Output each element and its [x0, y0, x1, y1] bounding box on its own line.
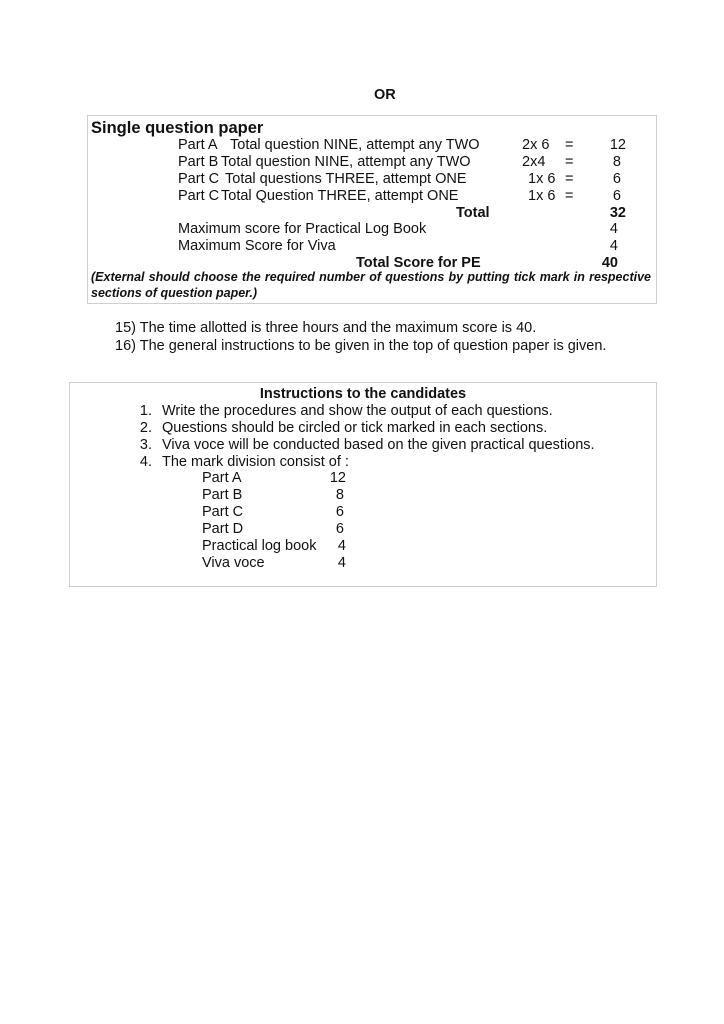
mark-division-label: Part C	[202, 504, 244, 520]
logbook-value: 4	[609, 221, 618, 237]
viva-label: Maximum Score for Viva	[178, 238, 336, 254]
mark-division-value: 12	[329, 470, 346, 486]
pe-total-label: Total Score for PE	[356, 255, 481, 271]
row-score: 6	[612, 188, 621, 204]
mark-division-value: 6	[335, 521, 344, 537]
mark-division-value: 4	[337, 538, 346, 554]
viva-value: 4	[609, 238, 618, 254]
row-eq: =	[565, 188, 574, 204]
row-desc: Total question NINE, attempt any TWO	[230, 137, 480, 153]
mark-division-value: 8	[335, 487, 344, 503]
row-calc: 2x4	[522, 154, 546, 170]
total-value: 32	[609, 205, 626, 221]
row-score: 6	[612, 171, 621, 187]
mark-division-label: Viva voce	[202, 555, 265, 571]
instruction-text: Write the procedures and show the output of each questions.	[162, 403, 553, 419]
row-desc: Total questions THREE, attempt ONE	[225, 171, 467, 187]
or-heading: OR	[374, 87, 396, 103]
row-desc: Total Question THREE, attempt ONE	[221, 188, 459, 204]
row-desc: Total question NINE, attempt any TWO	[221, 154, 471, 170]
row-score: 12	[609, 137, 626, 153]
mark-division-label: Part B	[202, 487, 243, 503]
row-calc: 2x 6	[522, 137, 550, 153]
instruction-number: 4.	[139, 454, 152, 470]
instruction-text: Questions should be circled or tick marked in each sections.	[162, 420, 548, 436]
row-part: Part B	[178, 154, 219, 170]
instruction-text: The mark division consist of :	[162, 454, 349, 470]
row-part: Part A	[178, 137, 218, 153]
row-eq: =	[565, 137, 574, 153]
mark-division-label: Practical log book	[202, 538, 317, 554]
mark-division-label: Part D	[202, 521, 244, 537]
row-calc: 1x 6	[528, 188, 556, 204]
point-16: 16) The general instructions to be given in the top of question paper is given.	[115, 338, 607, 354]
instructions-title: Instructions to the candidates	[259, 386, 467, 402]
mark-division-label: Part A	[202, 470, 242, 486]
row-calc: 1x 6	[528, 171, 556, 187]
row-score: 8	[612, 154, 621, 170]
total-label: Total	[456, 205, 490, 221]
external-note: (External should choose the required number of questions by putting tick mark in respective sections of question paper.)	[91, 270, 651, 300]
pe-total-value: 40	[601, 255, 618, 271]
mark-division-value: 4	[337, 555, 346, 571]
row-part: Part C	[178, 171, 220, 187]
instruction-number: 3.	[139, 437, 152, 453]
instruction-number: 1.	[139, 403, 152, 419]
row-eq: =	[565, 171, 574, 187]
instruction-text: Viva voce will be conducted based on the given practical questions.	[162, 437, 595, 453]
row-part: Part C	[178, 188, 220, 204]
single-paper-title: Single question paper	[91, 119, 264, 137]
row-eq: =	[565, 154, 574, 170]
point-15: 15) The time allotted is three hours and the maximum score is 40.	[115, 320, 537, 336]
logbook-label: Maximum score for Practical Log Book	[178, 221, 427, 237]
mark-division-value: 6	[335, 504, 344, 520]
instruction-number: 2.	[139, 420, 152, 436]
